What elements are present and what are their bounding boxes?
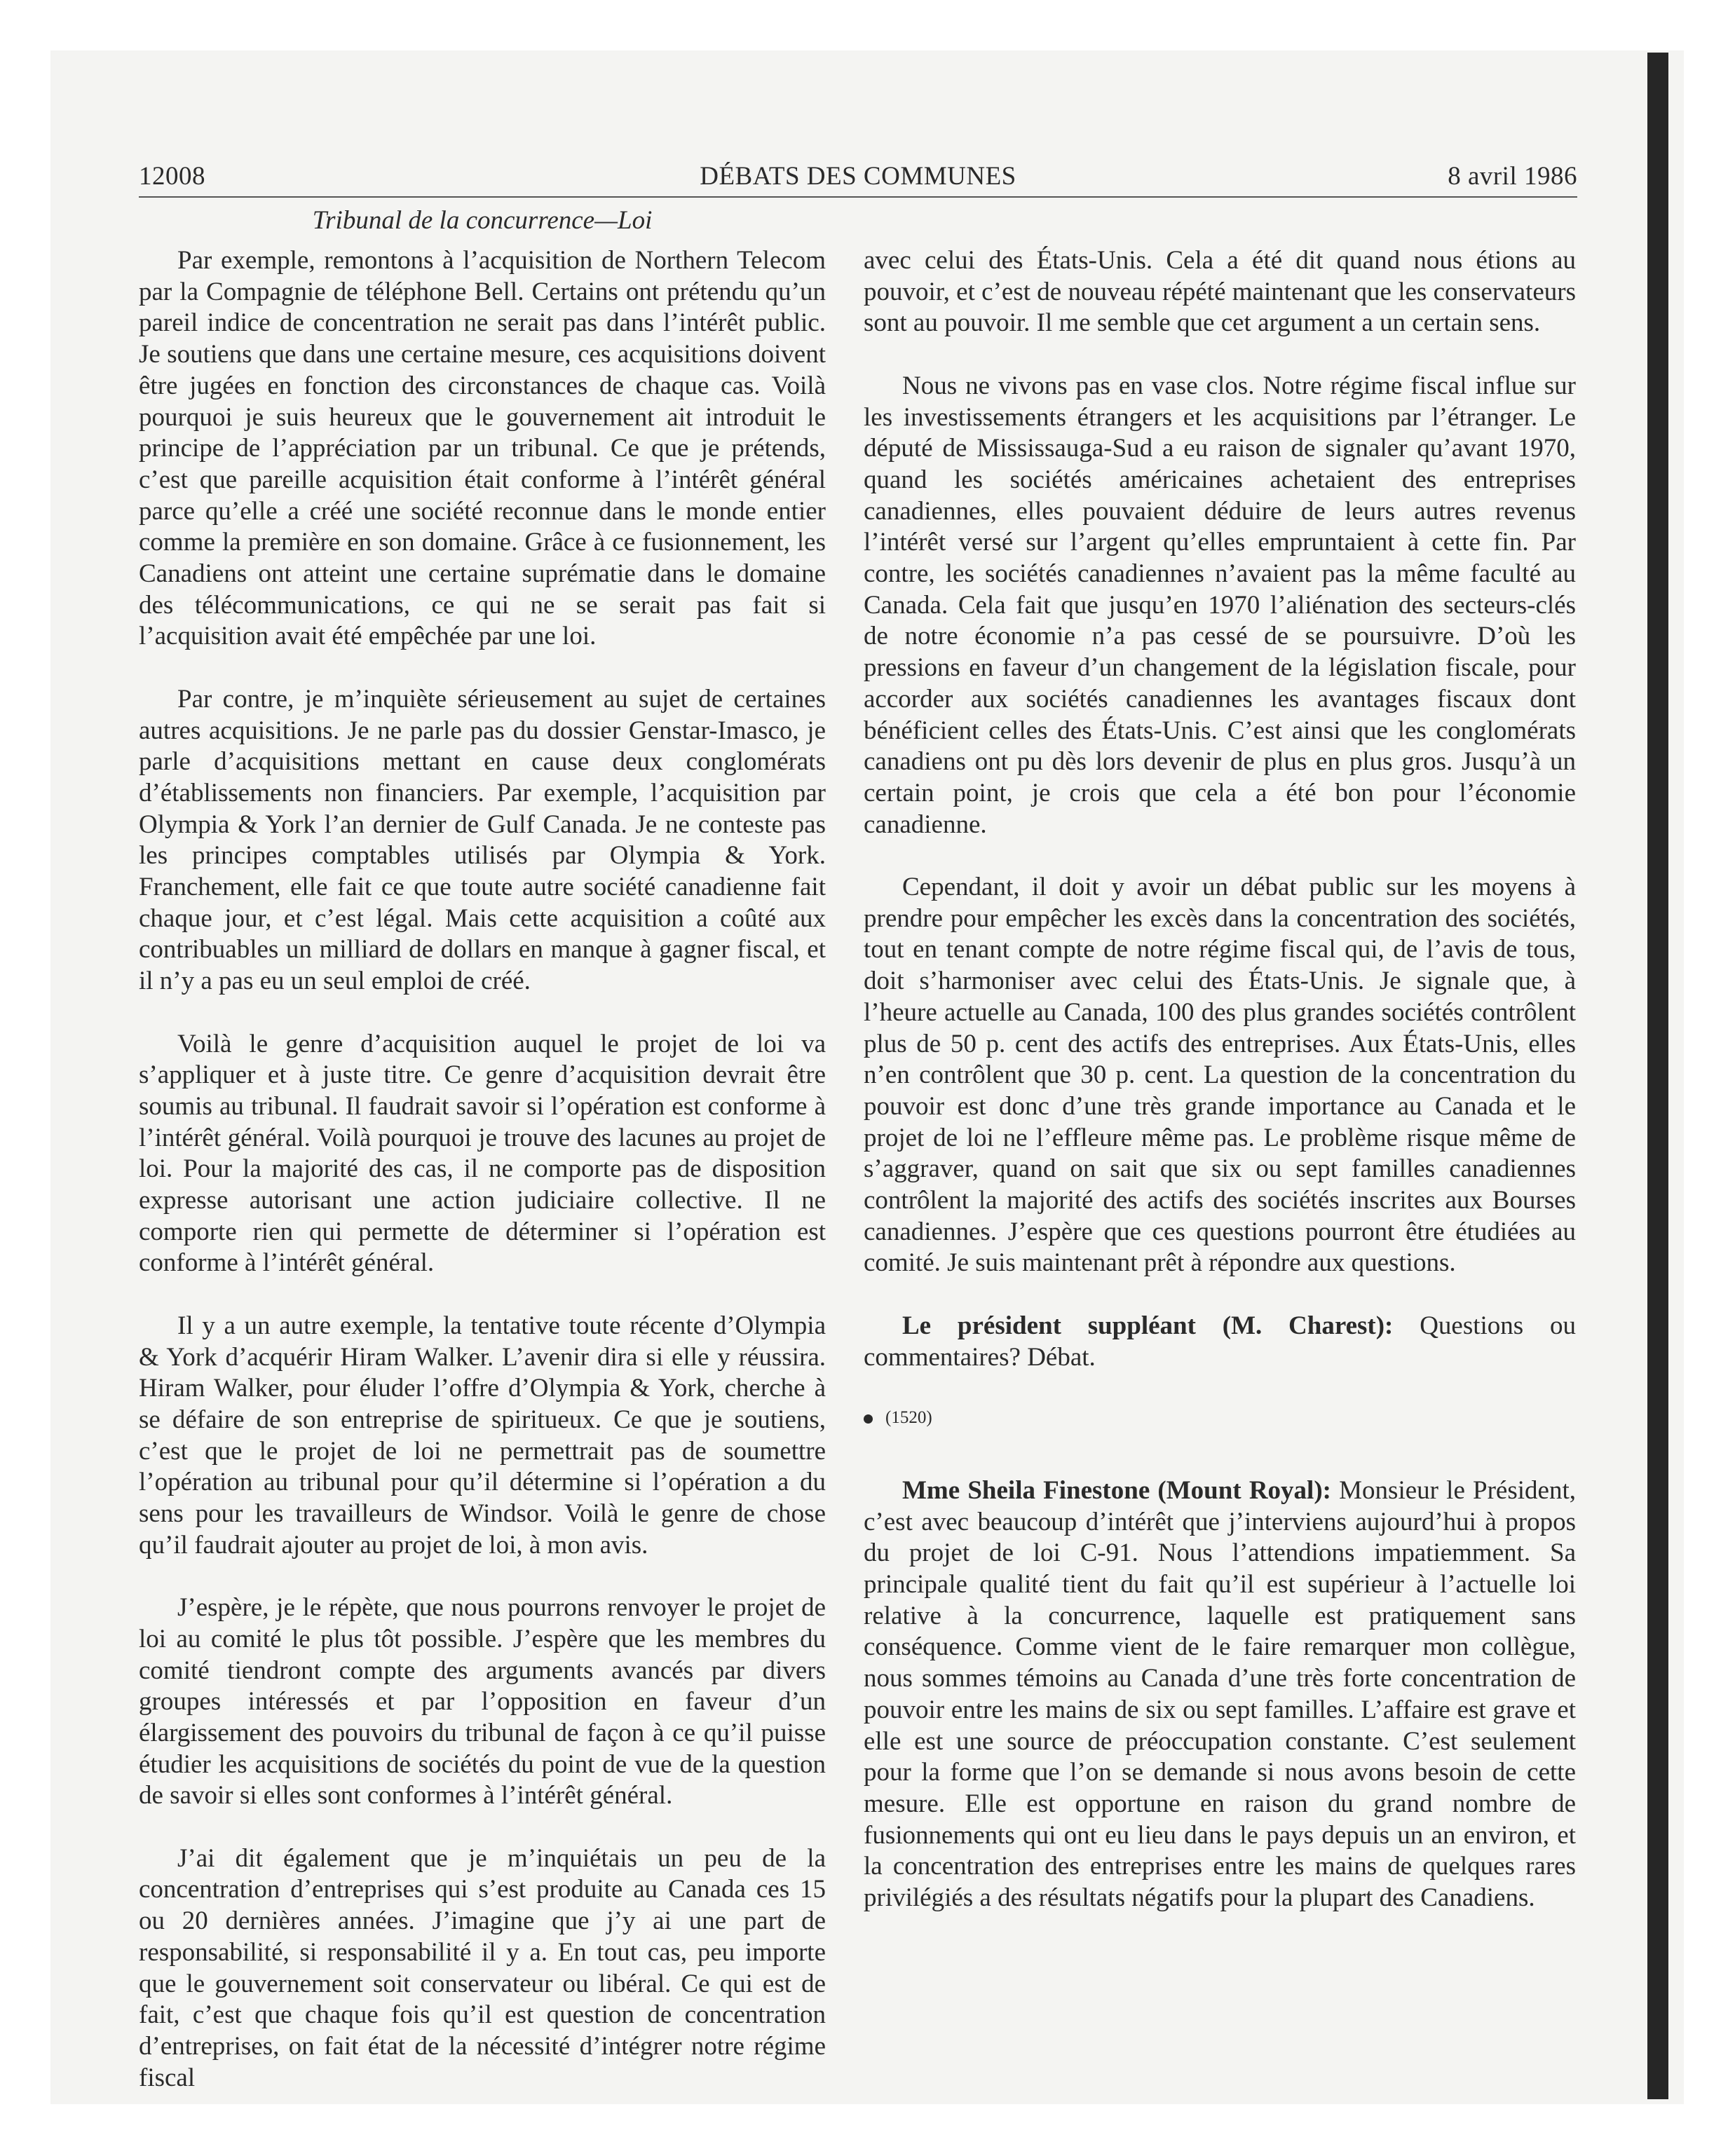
scan-edge-shadow: [1647, 53, 1668, 2099]
paragraph: Voilà le genre d’acquisition auquel le projet de loi va s’appliquer et à juste titre. Ce genre d’acquisition devrait être soumis au tribunal. Il faudrait savoir si l’opération est conforme à l’intérêt général. Voilà pourquoi je trouve des lacunes au projet de loi. Pour la majorité des cas, il ne comporte pas de disposition expresse autorisant une action judiciaire collective. Il ne comporte rien qui permette de déterminer si l’opération est conforme à l’intérêt général.: [139, 1029, 826, 1278]
speaker-name: Mme Sheila Finestone (Mount Royal):: [902, 1475, 1331, 1505]
speech-text: Monsieur le Président, c’est avec beaucoup d’intérêt que j’interviens aujourd’hui à propos du projet de loi C-91. Nous l’attendions impatiemment. Sa principale qualité tient du fait qu’il est supérieur à l’actuelle loi relative à la concurrence, laquelle est pratiquement sans conséquence. Comme vient de le faire remarquer mon collègue, nous sommes témoins au Canada d’une très forte concentration de pouvoir entre les mains de six ou sept familles. L’affaire est grave et elle est une source de préoccupation constante. C’est seulement pour la forme que l’on se demande si nous avons besoin de cette mesure. Elle est opportune en raison du grand nombre de fusionnements qui ont eu lieu dans le pays depuis un an environ, et la concentration des entreprises entre les mains de quelques rares privilégiés a des résultats négatifs pour la plupart des Canadiens.: [864, 1475, 1576, 1913]
paragraph-continuation: avec celui des États-Unis. Cela a été dit quand nous étions au pouvoir, et c’est de nouveau répété maintenant que les conservateurs sont au pouvoir. Il me semble que cet argument a un certain sens.: [864, 246, 1576, 338]
paragraph: J’espère, je le répète, que nous pourrons renvoyer le projet de loi au comité le plus tôt possible. J’espère que les membres du comité tiendront compte des arguments avancés par divers groupes intéressés et par l’opposition en faveur d’un élargissement des pouvoirs du tribunal de façon à ce qu’il puisse étudier les acquisitions de sociétés du point de vue de la question de savoir si elles sont conformes à l’intérêt général.: [139, 1593, 826, 1810]
time-stamp: [864, 1405, 1576, 1431]
paragraph: J’ai dit également que je m’inquiétais un peu de la concentration d’entreprises qui s’est produite au Canada ces 15 ou 20 dernières années. J’imagine que j’y ai une part de responsabilité, si responsabilité il y a. En tout cas, peu importe que le gouvernement soit conservateur ou libéral. Ce qui est de fait, c’est que chaque fois qu’il est question de concentration d’entreprises, on fait état de la nécessité d’intégrer notre régime fiscal: [139, 1843, 826, 2092]
paragraph: Cependant, il doit y avoir un débat public sur les moyens à prendre pour empêcher les excès dans la concentration des sociétés, tout en tenant compte de notre régime fiscal qui, de l’avis de tous, doit s’harmoniser avec celui des États-Unis. Je signale que, à l’heure actuelle au Canada, 100 des plus grandes sociétés contrôlent plus de 50 p. cent des actifs des entreprises. Aux États-Unis, elles n’en contrôlent que 30 p. cent. La question de la concentration du pouvoir est donc d’une très grande importance au Canada et le projet de loi ne l’effleure même pas. Le problème risque même de s’aggraver, quand on sait que six ou sept familles canadiennes contrôlent la majorité des actifs des sociétés inscrites aux Bourses canadiennes. J’espère que ces questions pourront être étudiées au comité. Je suis maintenant prêt à répondre aux questions.: [864, 873, 1576, 1278]
publication-date: 8 avril 1986: [1448, 162, 1577, 191]
time-stamp-text: (1520): [885, 1407, 932, 1427]
page-header: [139, 158, 1577, 198]
paragraph: Il y a un autre exemple, la tentative toute récente d’Olympia & York d’acquérir Hiram Walker. L’avenir dira si elle y réussira. Hiram Walker, pour éluder l’offre d’Olympia & York, cherche à se défaire de son entreprise de spiritueux. Ce que je soutiens, c’est que le projet de loi ne permettrait pas de soumettre l’opération au tribunal pour qu’il détermine si l’opération a du sens pour les travailleurs de Windsor. Voilà le genre de chose qu’il faudrait ajouter au projet de loi, à mon avis.: [139, 1311, 826, 1560]
publication-title: DÉBATS DES COMMUNES: [700, 162, 1016, 191]
left-column: [139, 245, 826, 2125]
paragraph: Nous ne vivons pas en vase clos. Notre régime fiscal influe sur les investissements étrangers et les acquisitions par l’étranger. Le député de Mississauga-Sud a eu raison de signaler qu’avant 1970, quand les sociétés américaines achetaient des entreprises canadiennes, elles pouvaient déduire de leurs autres revenus l’intérêt versé sur l’argent qu’elles empruntaient à cette fin. Par contre, les sociétés canadiennes n’avaient pas la même faculté au Canada. Cela fait que jusqu’en 1970 l’aliénation des secteurs-clés de notre économie n’a pas cessé de se poursuivre. D’où les pressions en faveur d’un changement de la législation fiscale, pour accorder aux sociétés canadiennes les avantages fiscaux dont bénéficient celles des États-Unis. C’est ainsi que les conglomérats canadiens ont pu dès lors devenir de plus en plus gros. Jusqu’à un certain point, je crois que cela a été bon pour l’économie canadienne.: [864, 371, 1576, 839]
speech-member: [864, 1475, 1576, 1914]
speech-text: Questions ou commentaires? Débat.: [864, 1311, 1576, 1372]
speaker-name: Le président suppléant (M. Charest):: [902, 1311, 1394, 1340]
speech-chair: [864, 1311, 1576, 1373]
right-column: [864, 245, 1576, 1945]
paragraph: Par exemple, remontons à l’acquisition de Northern Telecom par la Compagnie de téléphone Bell. Certains ont prétendu qu’un pareil indice de concentration ne serait pas dans l’intérêt public. Je soutiens que dans une certaine mesure, ces acquisitions doivent être jugées en fonction des circonstances de chaque cas. Voilà pourquoi je suis heureux que le gouvernement ait introduit le principe de l’appréciation par un tribunal. Ce que je prétends, c’est que pareille acquisition était conforme à l’intérêt général parce qu’elle a créé une société reconnue dans le monde entier comme la première en son domaine. Grâce à ce fusionnement, les Canadiens ont atteint une certaine suprématie dans le domaine des télécommunications, ce qui ne se serait pas fait si l’acquisition avait été empêchée par une loi.: [139, 246, 826, 651]
paragraph: Par contre, je m’inquiète sérieusement au sujet de certaines autres acquisitions. Je ne parle pas du dossier Genstar-Imasco, je parle d’acquisitions mettant en cause deux conglomérats d’établissements non financiers. Par exemple, l’acquisition par Olympia & York l’an dernier de Gulf Canada. Je ne conteste pas les principes comptables utilisés par Olympia & York. Franchement, elle fait ce que toute autre société canadienne fait chaque jour, et c’est légal. Mais cette acquisition a coûté aux contribuables un milliard de dollars en manque à gagner fiscal, et il n’y a pas eu un seul emploi de créé.: [139, 684, 826, 996]
running-head: Tribunal de la concurrence—Loi: [312, 206, 653, 235]
page-number: 12008: [139, 162, 205, 191]
bullet-icon: [864, 1414, 873, 1424]
